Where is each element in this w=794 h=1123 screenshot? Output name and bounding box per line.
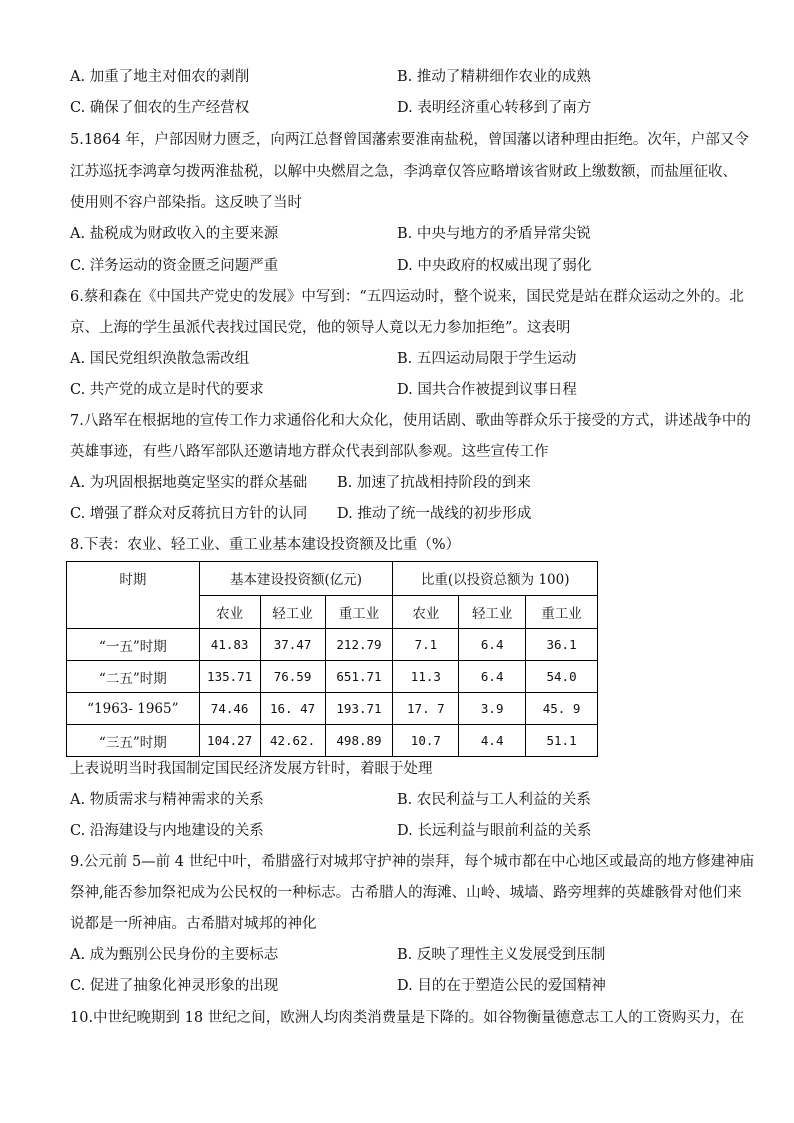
q9-option-d: D. 目的在于塑造公民的爱国精神: [397, 978, 606, 994]
table-cell: 42.62.: [260, 725, 325, 757]
table-cell: 3.9: [459, 693, 526, 725]
q6-option-b: B. 五四运动局限于学生运动: [397, 351, 577, 367]
table-cell: 7.1: [393, 629, 459, 661]
table-row: [67, 725, 598, 757]
table-cell-period: “1963- 1965”: [67, 693, 200, 725]
table-cell-period: “三五”时期: [67, 725, 200, 757]
q6-option-c: C. 共产党的成立是时代的要求: [70, 382, 264, 398]
table-cell: 16. 47: [260, 693, 325, 725]
table-header-proportion: 比重(以投资总额为 100): [393, 562, 598, 596]
q9-option-c: C. 促进了抽象化神灵形象的出现: [70, 978, 279, 994]
q9-stem-line: 9.公元前 5—前 4 世纪中叶，希腊盛行对城邦守护神的崇拜，每个城市都在中心地区或最高的地方修建神庙: [70, 854, 755, 870]
q5-option-d: D. 中央政府的权威出现了弱化: [397, 258, 592, 274]
q6-stem-line: 6.蔡和森在《中国共产党史的发展》中写到：“五四运动时，整个说来，国民党是站在群众运动之外的。北: [70, 289, 744, 305]
table-cell: 135.71: [199, 661, 260, 693]
q7-option-b: B. 加速了抗战相持阶段的到来: [337, 475, 531, 491]
table-subheader: 农业: [393, 595, 459, 629]
table-cell: 37.47: [260, 629, 325, 661]
q4-option-c: C. 确保了佃农的生产经营权: [70, 100, 250, 116]
q9-stem-line: 祭神,能否参加祭祀成为公民权的一种标志。古希腊人的海滩、山岭、城墙、路旁埋葬的英雄骸骨对他们来: [70, 885, 742, 901]
table-subheader: 农业: [199, 595, 260, 629]
table-cell: 193.71: [325, 693, 393, 725]
q7-stem-line: 英雄事迹，有些八路军部队还邀请地方群众代表到部队参观。这些宣传工作: [70, 444, 549, 460]
q5-stem-line: 使用则不容户部染指。这反映了当时: [70, 195, 302, 211]
table-row: [67, 661, 598, 693]
table-cell: 36.1: [526, 629, 598, 661]
q8-question: 上表说明当时我国制定国民经济发展方针时，着眼于处理: [70, 761, 433, 777]
q4-option-d: D. 表明经济重心转移到了南方: [397, 100, 592, 116]
table-cell: 76.59: [260, 661, 325, 693]
table-cell: 11.3: [393, 661, 459, 693]
q7-stem-line: 7.八路军在根据地的宣传工作力求通俗化和大众化，使用话剧、歌曲等群众乐于接受的方式，讲述战争中的: [70, 413, 751, 429]
q5-option-c: C. 洋务运动的资金匮乏问题严重: [70, 258, 279, 274]
q4-option-b: B. 推动了精耕细作农业的成熟: [397, 69, 591, 85]
table-cell: 498.89: [325, 725, 393, 757]
table-cell: 651.71: [325, 661, 393, 693]
q5-stem-line: 5.1864 年，户部因财力匮乏，向两江总督曾国藩索要淮南盐税，曾国藩以诸种理由拒绝。次年，户部又令: [70, 132, 749, 148]
table-cell: 17. 7: [393, 693, 459, 725]
table-cell-period: “一五”时期: [67, 629, 200, 661]
table-subheader: 轻工业: [459, 595, 526, 629]
q7-option-a: A. 为巩固根据地奠定坚实的群众基础: [70, 475, 308, 491]
table-header-investment: 基本建设投资额(亿元): [199, 562, 393, 596]
table-cell: 212.79: [325, 629, 393, 661]
q10-stem-line: 10.中世纪晚期到 18 世纪之间，欧洲人均肉类消费量是下降的。如谷物衡量德意志工人的工资购买力，在: [70, 1010, 745, 1026]
table-cell: 104.27: [199, 725, 260, 757]
table-cell: 4.4: [459, 725, 526, 757]
q5-option-a: A. 盐税成为财政收入的主要来源: [70, 226, 279, 242]
q9-stem-line: 说都是一所神庙。古希腊对城邦的神化: [70, 916, 317, 932]
q5-option-b: B. 中央与地方的矛盾异常尖锐: [397, 226, 591, 242]
q9-option-a: A. 成为甄别公民身份的主要标志: [70, 947, 279, 963]
q6-stem-line: 京、上海的学生虽派代表找过国民党，他的领导人竟以无力参加拒绝”。这表明: [70, 320, 571, 336]
q7-option-c: C. 增强了群众对反蒋抗日方针的认同: [70, 506, 308, 522]
table-cell: 10.7: [393, 725, 459, 757]
q8-option-a: A. 物质需求与精神需求的关系: [70, 792, 264, 808]
table-cell: 45. 9: [526, 693, 598, 725]
q7-option-d: D. 推动了统一战线的初步形成: [337, 506, 532, 522]
table-subheader: 重工业: [526, 595, 598, 629]
q8-option-d: D. 长远利益与眼前利益的关系: [397, 823, 592, 839]
q8-intro: 8.下表：农业、轻工业、重工业基本建设投资额及比重（%）: [70, 537, 461, 553]
table-header-period: 时期: [67, 562, 200, 629]
q6-option-a: A. 国民党组织涣散急需改组: [70, 351, 250, 367]
table-row: [67, 693, 598, 725]
table-cell: 6.4: [459, 661, 526, 693]
table-cell: 51.1: [526, 725, 598, 757]
q6-option-d: D. 国共合作被提到议事日程: [397, 382, 577, 398]
table-subheader: 轻工业: [260, 595, 325, 629]
table-cell-period: “二五”时期: [67, 661, 200, 693]
q9-option-b: B. 反映了理性主义发展受到压制: [397, 947, 606, 963]
table-cell: 41.83: [199, 629, 260, 661]
q4-option-a: A. 加重了地主对佃农的剥削: [70, 69, 250, 85]
q8-option-c: C. 沿海建设与内地建设的关系: [70, 823, 264, 839]
investment-table: [66, 561, 598, 757]
q8-option-b: B. 农民利益与工人利益的关系: [397, 792, 591, 808]
table-row: [67, 629, 598, 661]
table-cell: 54.0: [526, 661, 598, 693]
table-cell: 74.46: [199, 693, 260, 725]
table-subheader: 重工业: [325, 595, 393, 629]
q5-stem-line: 江苏巡抚李鸿章匀拨两淮盐税，以解中央燃眉之急，李鸿章仅答应略增该省财政上缴数额，而盐厘征收、: [70, 164, 737, 180]
table-cell: 6.4: [459, 629, 526, 661]
